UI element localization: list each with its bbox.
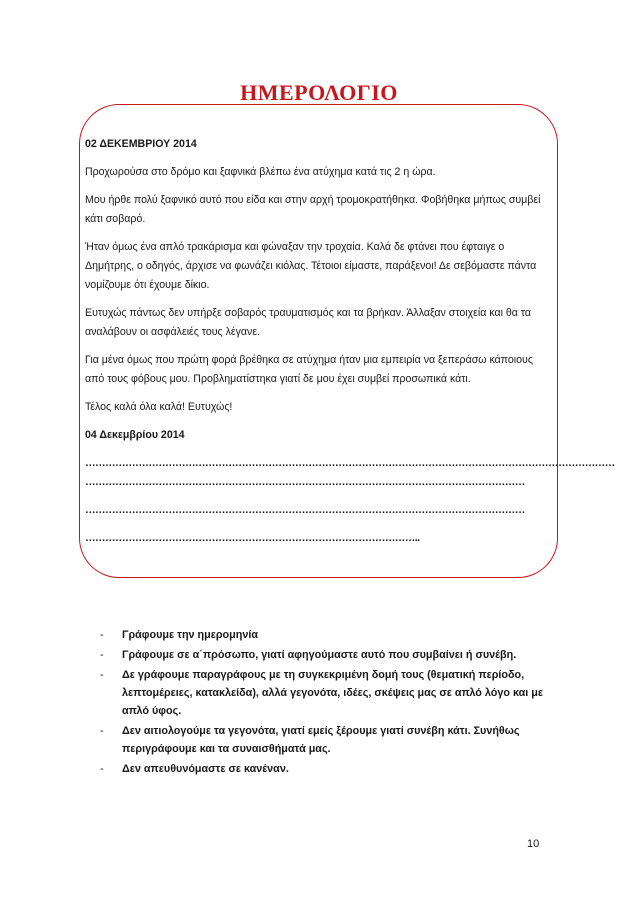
entry-paragraph: Ευτυχώς πάντως δεν υπήρξε σοβαρός τραυματισμός και τα βρήκαν. Άλλαξαν στοιχεία και θα τα αναλάβουν οι ασφάλειές τους λέγανε. (85, 307, 532, 338)
guidelines-list (100, 626, 560, 780)
entry-paragraph: Ήταν όμως ένα απλό τρακάρισμα και φώναξαν την τροχαία. Καλά δε φτάνει που έφταιγε ο Δημήτρης, ο οδηγός, άρχισε να φωνάζει κιόλας. Τέτοιοι είμαστε, παράξενοι! Δε σεβόμαστε πάντα νομίζουμε ότι έχουμε δίκιο. (85, 241, 537, 291)
list-bullet: - (100, 649, 104, 661)
list-item (100, 646, 560, 664)
list-item-text: Γράφουμε την ημερομηνία (122, 629, 258, 641)
entry-date: 04 Δεκεμβρίου 2014 (85, 429, 185, 441)
page-title: ΗΜΕΡΟΛΟΓΙΟ (240, 80, 398, 105)
blank-line: …………………………………………………………………………………………………………………………………………… (85, 457, 615, 469)
page-number: 10 (527, 838, 540, 850)
entry-paragraph: Τέλος καλά όλα καλά! Ευτυχώς! (85, 401, 233, 413)
entry-paragraph: Μου ήρθε πολύ ξαφνικό αυτό που είδα και στην αρχή τρομοκρατήθηκα. Φοβήθηκα μήπως συμβεί κάτι σοβαρό. (85, 194, 541, 225)
entry-paragraph: Για μένα όμως που πρώτη φορά βρέθηκα σε ατύχημα ήταν μια εμπειρία να ξεπεράσω κάποιους από τους φόβους μου. Προβληματίστηκα γιατί δε μου έχει συμβεί προσωπικά κάτι. (85, 354, 533, 385)
blank-line: …………………………………………………………………………………………………………………… (85, 504, 525, 516)
list-item-text: Γράφουμε σε α΄πρόσωπο, γιατί αφηγούμαστε αυτό που συμβαίνει ή συνέβη. (122, 649, 517, 661)
list-bullet: - (100, 763, 104, 775)
entry-date: 02 ΔΕΚΕΜΒΡΙΟΥ 2014 (85, 138, 197, 150)
list-item (100, 760, 560, 778)
blank-line: ……………………………………………………………………………………….. (85, 532, 420, 544)
list-bullet: - (100, 725, 104, 737)
blank-line: …………………………………………………………………………………………………………………… (85, 476, 525, 488)
diary-entries (85, 135, 615, 548)
entry-paragraph: Προχωρούσα στο δρόμο και ξαφνικά βλέπω ένα ατύχημα κατά τις 2 η ώρα. (85, 166, 436, 178)
list-item (100, 626, 560, 644)
list-item (100, 722, 560, 758)
list-item-text: Δε γράφουμε παραγράφους με τη συγκεκριμένη δομή τους (θεματική περίοδο, λεπτομέρειες, κατακλείδα), αλλά γεγονότα, ιδέες, σκέψεις μας σε απλό λόγο και με απλό ύφος. (122, 669, 543, 717)
list-bullet: - (100, 629, 104, 641)
list-item-text: Δεν αιτιολογούμε τα γεγονότα, γιατί εμείς ξέρουμε γιατί συνέβη κάτι. Συνήθως περιγράφουμε και τα συναισθήματά μας. (122, 725, 520, 755)
list-item (100, 666, 560, 720)
list-bullet: - (100, 669, 104, 681)
list-item-text: Δεν απευθυνόμαστε σε κανέναν. (122, 763, 289, 775)
